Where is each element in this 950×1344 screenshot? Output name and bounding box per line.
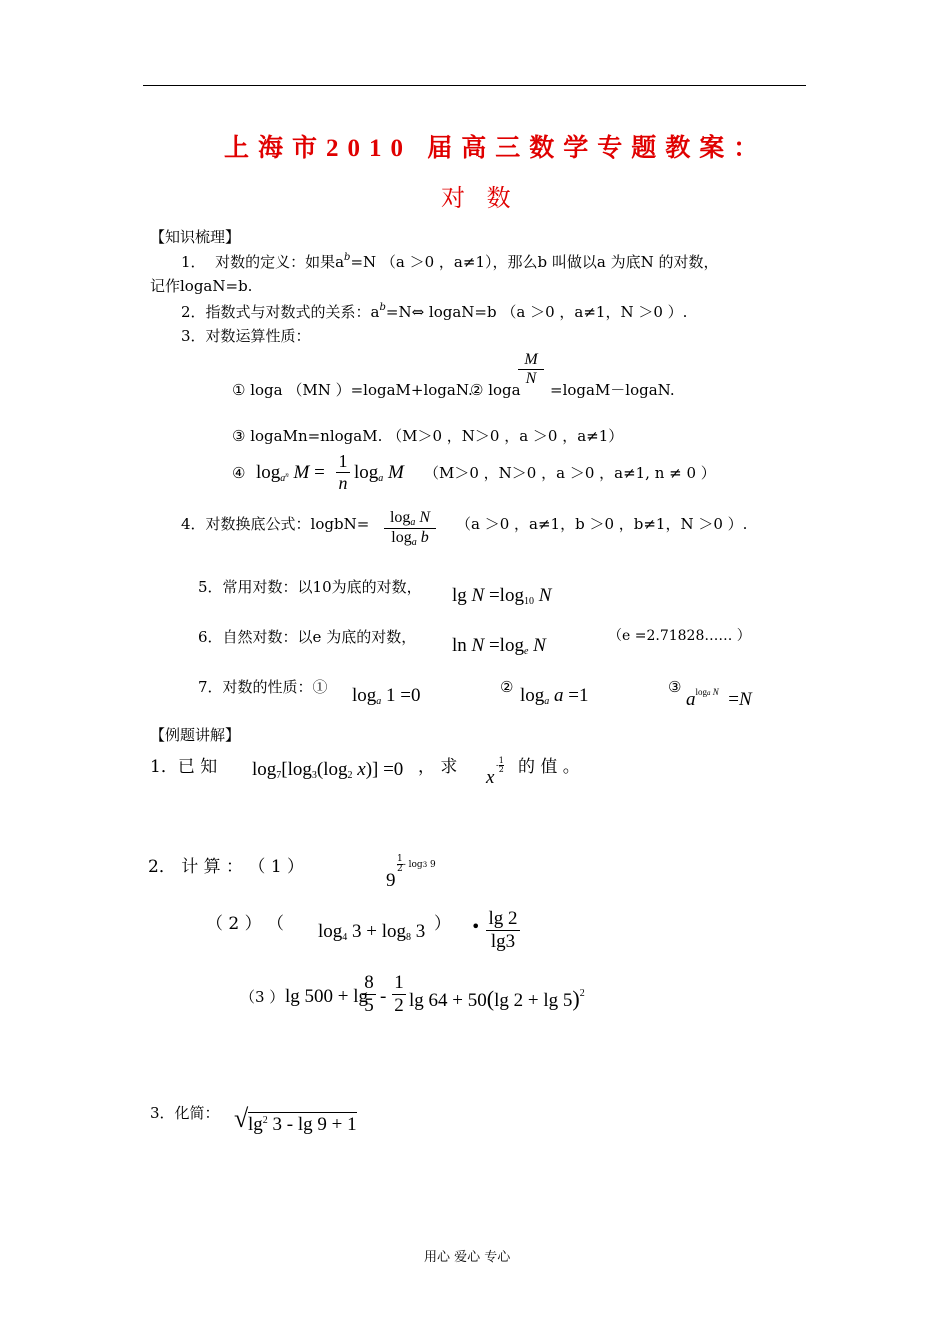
log-property-1: $\log_a 1 =0$ [352,685,421,707]
item-3: 3．对数运算性质： [181,327,311,345]
document-subtitle: 对 数 [441,184,518,212]
property-4-fraction: $\frac{1}{n}$ [336,451,350,494]
example-3-label: 3．化简： [150,1104,220,1122]
document-title: 上海市2010 届高三数学专题教案： [224,135,768,162]
example-2-part2-label: （ 2 ） （ [206,914,285,934]
property-4-formula-right: $\log_a M$ [354,462,404,484]
common-log-formula: $\lg N =\log_{10}$ N [452,585,552,607]
header-rule [143,85,806,86]
item-2: 2．指数式与对数式的关系：$a^b=N\Leftrightarrow$ logaN=b （a ＞0 ，a≠1，N ＞0 ）. [181,302,688,321]
item-4-conditions: （a ＞0 ，a≠1，b ＞0 ，b≠1，N ＞0 ）. [456,515,748,533]
example-2-part1-exponent: $\frac{1}{2}$ - log3 9 [397,854,436,874]
example-3-expression: $\lg^2 3 - \lg 9 + 1$ [248,1114,357,1135]
item-6: 6．自然对数：以e 为底的对数， [198,628,417,646]
item-4: 4．对数换底公式：logbN= [181,515,370,533]
example-1-mid: ， 求 [418,757,458,777]
section-heading-examples: 【例题讲解】 [150,726,241,744]
example-2-part3-expression-b: lg 64 + 50(lg 2 + lg 5)$^2$ [409,986,585,1011]
property-4-formula: $\log_{a^n} M$ = [256,462,325,484]
item-1: 1． 对数的定义：如果$a^b=N$ （a ＞0 ，a≠1），那么b 叫做以a 为底N 的对数， [181,252,719,271]
item-1-line2: 记作logaN=b. [150,277,253,295]
property-4-conditions: （M＞0 ，N＞0 ，a ＞0 ，a≠1, n ≠ 0 ） [424,464,716,482]
page-footer: 用心 爱心 专心 [424,1250,511,1265]
example-2-part3-minus: - [380,986,387,1007]
example-2-part3-fraction-a: $\frac{8}{5}$ [362,972,376,1017]
property-2-right: =logaM－logaN. [550,381,675,399]
example-2-part2-close: ） [434,914,451,934]
item-1-text-a: 对数的定义：如果a [215,253,345,271]
property-2-fraction: $\frac{M}{N}$ [518,351,544,388]
example-1-equation: $\log_7[\log_3(\log_2$ x)] =0 [252,759,404,781]
item-7-b: ② [500,678,514,696]
item-7: 7．对数的性质：① [198,678,328,696]
log-property-2: $\log_a a =1$ [520,685,589,707]
example-2-label: 2． 计 算 ： （ 1 ） [148,857,305,877]
section-heading-knowledge: 【知识梳理】 [150,228,241,246]
item-7-c: ③ [668,678,682,696]
item-5: 5．常用对数：以10为底的对数， [198,578,422,596]
natural-log-formula: $\ln N =\log_e$ N [452,635,546,657]
item-6-note: （e =2.71828…… ） [608,628,751,644]
multiply-dot: • [471,917,481,936]
log-property-3: $a^{loga N} =N$ [686,687,752,710]
example-1-right: 的 值 。 [518,757,580,777]
property-1: ① loga （MN ）=logaM+logaN. [232,381,473,399]
change-of-base-fraction: $\frac{\log_a N}{\log_a b}$ [384,509,436,548]
property-2-left: ② loga [470,381,521,399]
property-4-label: ④ [232,464,246,482]
example-2-part2-fraction: $\frac{\lg 2}{\lg 3}$ [486,908,520,953]
item-1-text-b: =N （a ＞0 ，a≠1），那么b 叫做以a 为底N 的对数， [350,253,719,271]
example-1-power: x [486,767,495,788]
example-1-label: 1．已 知 [150,757,218,777]
item-1-number: 1． [181,253,206,271]
example-2-part3-expression-a: lg 500 + lg [285,986,369,1007]
example-2-part3-fraction-b: $\frac{1}{2}$ [392,972,406,1017]
example-1-exponent: - $\frac{1}{2}$ [496,756,504,774]
property-3: ③ logaMn=nlogaM. （M＞0 ，N＞0 ，a ＞0 ，a≠1） [232,427,624,445]
example-2-part3-label: （3 ） [240,988,285,1006]
sqrt-sign: √ [234,1104,249,1133]
example-2-part1-expression: 9 [386,870,396,891]
example-2-part2-expression: $\log_4 3 + \log_8 3$ [318,921,426,943]
